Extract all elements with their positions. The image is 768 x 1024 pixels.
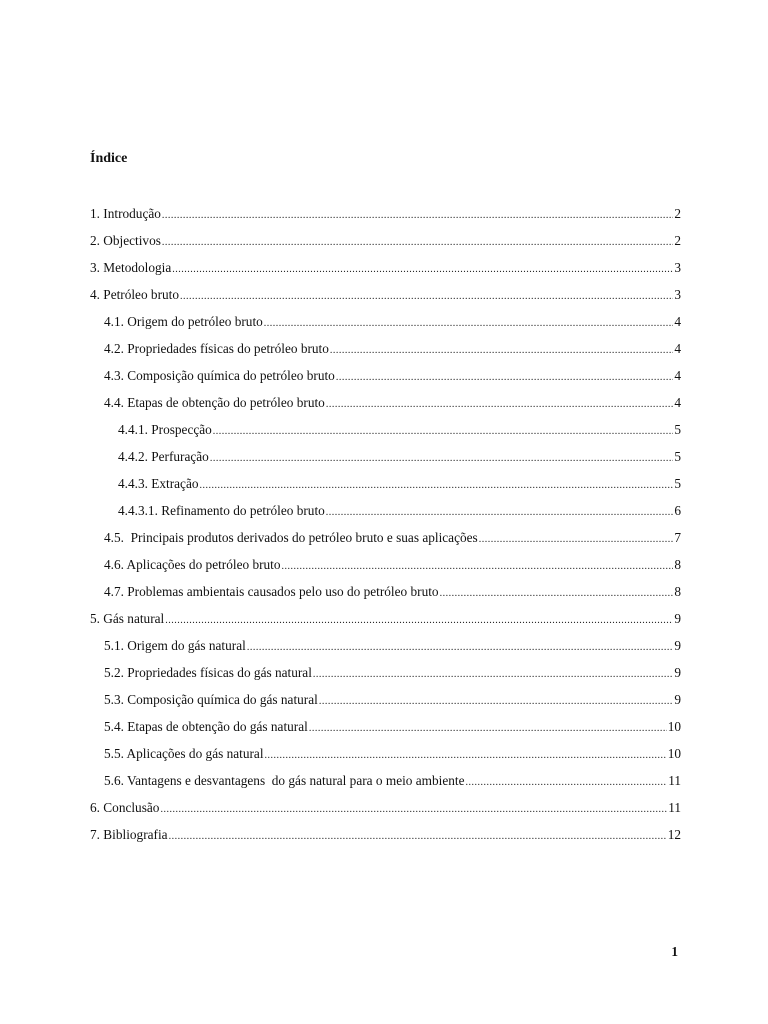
dot-leader xyxy=(210,450,674,468)
toc-entry-page: 8 xyxy=(674,584,681,599)
toc-entry-label: 4.4.1. Prospecção xyxy=(118,422,212,437)
dot-leader xyxy=(319,693,674,711)
dot-leader xyxy=(180,288,673,306)
dot-leader xyxy=(169,828,667,846)
dot-leader xyxy=(326,504,674,522)
dot-leader xyxy=(440,585,674,603)
toc-entry-page: 5 xyxy=(674,449,681,464)
toc-entry-label: 4.6. Aplicações do petróleo bruto xyxy=(104,557,281,572)
toc-entry[interactable] xyxy=(90,691,681,718)
toc-entry-label: 4. Petróleo bruto xyxy=(90,287,180,302)
dot-leader xyxy=(466,774,668,792)
dot-leader xyxy=(162,207,673,225)
toc-entry-page: 9 xyxy=(674,638,681,653)
toc-entry[interactable] xyxy=(90,286,681,313)
toc-entry-label: 2. Objectivos xyxy=(90,233,161,248)
toc-entry[interactable] xyxy=(90,367,681,394)
toc-entry-page: 9 xyxy=(674,611,681,626)
toc-entry-page: 10 xyxy=(667,746,681,761)
dot-leader xyxy=(282,558,674,576)
toc-entry[interactable] xyxy=(90,394,681,421)
toc-entry[interactable] xyxy=(90,664,681,691)
toc-entry-label: 4.7. Problemas ambientais causados pelo uso do petróleo bruto xyxy=(104,584,439,599)
toc-entry-label: 4.5. Principais produtos derivados do petróleo bruto e suas aplicações xyxy=(104,530,478,545)
page-number: 1 xyxy=(671,944,678,959)
toc-entry-page: 4 xyxy=(674,341,681,356)
toc-entry[interactable] xyxy=(90,745,681,772)
toc-entry-page: 11 xyxy=(668,773,681,788)
toc-entry-label: 7. Bibliografia xyxy=(90,827,168,842)
toc-entry[interactable] xyxy=(90,475,681,502)
toc-entry-page: 6 xyxy=(674,503,681,518)
toc-entry-page: 10 xyxy=(667,719,681,734)
dot-leader xyxy=(313,666,673,684)
dot-leader xyxy=(336,369,674,387)
toc-entry-label: 4.4. Etapas de obtenção do petróleo bruto xyxy=(104,395,325,410)
dot-leader xyxy=(213,423,674,441)
toc-entry-page: 9 xyxy=(674,692,681,707)
toc-entry[interactable] xyxy=(90,205,681,232)
toc-entry[interactable] xyxy=(90,232,681,259)
toc-entry[interactable] xyxy=(90,799,681,826)
toc-entry[interactable] xyxy=(90,421,681,448)
toc-entry-page: 2 xyxy=(674,206,681,221)
toc-entry[interactable] xyxy=(90,610,681,637)
toc-entry[interactable] xyxy=(90,556,681,583)
toc-entry[interactable] xyxy=(90,259,681,286)
toc-entry[interactable] xyxy=(90,313,681,340)
dot-leader xyxy=(309,720,667,738)
toc-entry-label: 5.3. Composição química do gás natural xyxy=(104,692,318,707)
toc-entry-label: 5.1. Origem do gás natural xyxy=(104,638,246,653)
dot-leader xyxy=(265,747,667,765)
toc-entry-page: 11 xyxy=(668,800,681,815)
toc-entry-label: 4.4.3.1. Refinamento do petróleo bruto xyxy=(118,503,325,518)
toc-entry-page: 4 xyxy=(674,368,681,383)
dot-leader xyxy=(200,477,674,495)
toc-entry-label: 5.6. Vantagens e desvantagens do gás natural para o meio ambiente xyxy=(104,773,465,788)
dot-leader xyxy=(479,531,674,549)
toc-entry-page: 5 xyxy=(674,476,681,491)
toc-entry-label: 5.2. Propriedades físicas do gás natural xyxy=(104,665,312,680)
toc-entry-label: 4.1. Origem do petróleo bruto xyxy=(104,314,263,329)
toc-entry-label: 4.3. Composição química do petróleo bruto xyxy=(104,368,335,383)
toc-entry[interactable] xyxy=(90,826,681,853)
toc-entry[interactable] xyxy=(90,529,681,556)
toc-entry-page: 2 xyxy=(674,233,681,248)
toc-entry-page: 5 xyxy=(674,422,681,437)
toc-entry-page: 3 xyxy=(674,260,681,275)
dot-leader xyxy=(264,315,674,333)
toc-entry-page: 4 xyxy=(674,395,681,410)
dot-leader xyxy=(160,801,667,819)
toc-entry-label: 5.5. Aplicações do gás natural xyxy=(104,746,264,761)
toc-entry-page: 3 xyxy=(674,287,681,302)
toc-entry-label: 5.4. Etapas de obtenção do gás natural xyxy=(104,719,308,734)
toc-entry-page: 9 xyxy=(674,665,681,680)
table-of-contents xyxy=(90,205,681,853)
dot-leader xyxy=(326,396,674,414)
toc-entry[interactable] xyxy=(90,448,681,475)
toc-entry-page: 4 xyxy=(674,314,681,329)
dot-leader xyxy=(162,234,673,252)
dot-leader xyxy=(247,639,674,657)
toc-title: Índice xyxy=(90,151,128,166)
dot-leader xyxy=(172,261,673,279)
dot-leader xyxy=(330,342,673,360)
toc-entry-label: 3. Metodologia xyxy=(90,260,172,275)
dot-leader xyxy=(165,612,673,630)
toc-entry-label: 4.2. Propriedades físicas do petróleo bruto xyxy=(104,341,329,356)
toc-entry[interactable] xyxy=(90,583,681,610)
toc-entry-label: 1. Introdução xyxy=(90,206,161,221)
toc-entry[interactable] xyxy=(90,772,681,799)
toc-entry-label: 4.4.2. Perfuração xyxy=(118,449,209,464)
toc-entry[interactable] xyxy=(90,718,681,745)
toc-entry-label: 5. Gás natural xyxy=(90,611,165,626)
toc-entry-label: 4.4.3. Extração xyxy=(118,476,199,491)
toc-entry-label: 6. Conclusão xyxy=(90,800,160,815)
toc-entry[interactable] xyxy=(90,502,681,529)
toc-entry-page: 7 xyxy=(674,530,681,545)
toc-entry[interactable] xyxy=(90,637,681,664)
toc-entry-page: 8 xyxy=(674,557,681,572)
toc-entry[interactable] xyxy=(90,340,681,367)
toc-entry-page: 12 xyxy=(667,827,681,842)
